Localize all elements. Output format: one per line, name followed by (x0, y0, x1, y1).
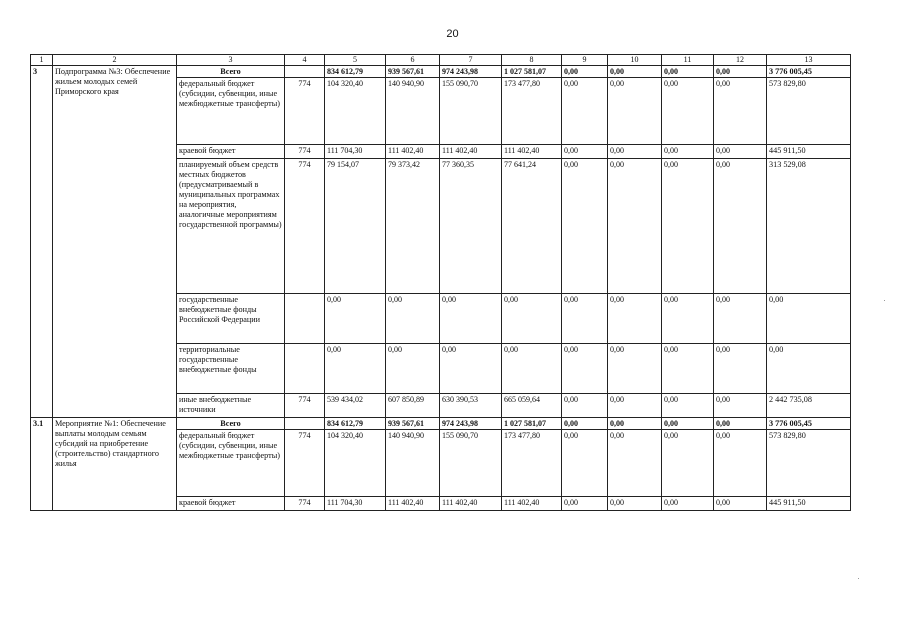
amount-cell: 2 442 735,08 (767, 394, 851, 418)
amount-cell: 0,00 (714, 145, 767, 159)
amount-cell: 0,00 (662, 159, 714, 294)
amount-cell: 0,00 (562, 78, 608, 145)
amount-cell: 0,00 (662, 344, 714, 394)
amount-cell: 0,00 (662, 78, 714, 145)
amount-cell: 0,00 (662, 430, 714, 497)
amount-cell: 111 402,40 (386, 497, 440, 511)
amount-cell: 0,00 (662, 145, 714, 159)
funding-source: Всего (177, 418, 285, 430)
amount-cell: 111 704,30 (325, 497, 386, 511)
item-number: 3 (31, 66, 53, 418)
amount-cell: 0,00 (662, 294, 714, 344)
column-number: 10 (608, 55, 662, 66)
amount-cell: 0,00 (714, 159, 767, 294)
amount-cell: 140 940,90 (386, 78, 440, 145)
amount-cell: 630 390,53 (440, 394, 502, 418)
funding-source: Всего (177, 66, 285, 78)
amount-cell: 0,00 (608, 344, 662, 394)
amount-cell: 974 243,98 (440, 418, 502, 430)
amount-cell: 445 911,50 (767, 497, 851, 511)
item-name: Подпрограмма №3: Обеспечение жильем молодых семей Приморского края (53, 66, 177, 418)
budget-code: 774 (285, 145, 325, 159)
amount-cell: 939 567,61 (386, 418, 440, 430)
amount-cell: 0,00 (502, 344, 562, 394)
funding-source: планируемый объем средств местных бюджетов (предусматриваемый в муниципальных программах на мероприятия, аналогичные мероприятиям государственной программы) (177, 159, 285, 294)
amount-cell: 0,00 (502, 294, 562, 344)
amount-cell: 0,00 (714, 294, 767, 344)
amount-cell: 0,00 (608, 145, 662, 159)
budget-code: 774 (285, 159, 325, 294)
amount-cell: 111 704,30 (325, 145, 386, 159)
amount-cell: 0,00 (562, 66, 608, 78)
column-number: 12 (714, 55, 767, 66)
amount-cell: 0,00 (662, 418, 714, 430)
amount-cell: 0,00 (662, 497, 714, 511)
funding-source: федеральный бюджет (субсидии, субвенции, иные межбюджетные трансферты) (177, 78, 285, 145)
amount-cell: 0,00 (608, 159, 662, 294)
funding-source: краевой бюджет (177, 497, 285, 511)
budget-code (285, 418, 325, 430)
amount-cell: 834 612,79 (325, 418, 386, 430)
amount-cell: 3 776 005,45 (767, 418, 851, 430)
amount-cell: 939 567,61 (386, 66, 440, 78)
column-number: 1 (31, 55, 53, 66)
amount-cell: 0,00 (714, 430, 767, 497)
amount-cell: 0,00 (662, 394, 714, 418)
budget-code (285, 344, 325, 394)
amount-cell: 0,00 (714, 66, 767, 78)
amount-cell: 111 402,40 (440, 497, 502, 511)
amount-cell: 104 320,40 (325, 78, 386, 145)
column-number: 8 (502, 55, 562, 66)
amount-cell: 79 154,07 (325, 159, 386, 294)
amount-cell: 155 090,70 (440, 78, 502, 145)
amount-cell: 111 402,40 (440, 145, 502, 159)
budget-code: 774 (285, 497, 325, 511)
amount-cell: 111 402,40 (502, 497, 562, 511)
amount-cell: 0,00 (325, 344, 386, 394)
amount-cell: 140 940,90 (386, 430, 440, 497)
amount-cell: 0,00 (386, 294, 440, 344)
budget-code: 774 (285, 430, 325, 497)
item-name: Мероприятие №1: Обеспечение выплаты молодым семьям субсидий на приобретение (строительство) стандартного жилья (53, 418, 177, 511)
amount-cell: 834 612,79 (325, 66, 386, 78)
amount-cell: 0,00 (714, 344, 767, 394)
amount-cell: 0,00 (608, 418, 662, 430)
funding-source: территориальные государственные внебюджетные фонды (177, 344, 285, 394)
column-number: 13 (767, 55, 851, 66)
amount-cell: 0,00 (562, 497, 608, 511)
budget-code (285, 66, 325, 78)
column-number: 5 (325, 55, 386, 66)
amount-cell: 111 402,40 (386, 145, 440, 159)
amount-cell: 173 477,80 (502, 78, 562, 145)
amount-cell: 0,00 (608, 66, 662, 78)
amount-cell: 0,00 (386, 344, 440, 394)
budget-code (285, 294, 325, 344)
budget-code: 774 (285, 394, 325, 418)
amount-cell: 173 477,80 (502, 430, 562, 497)
amount-cell: 0,00 (767, 344, 851, 394)
amount-cell: 445 911,50 (767, 145, 851, 159)
amount-cell: 573 829,80 (767, 78, 851, 145)
header-row (31, 55, 851, 66)
funding-source: государственные внебюджетные фонды Российской Федерации (177, 294, 285, 344)
column-number: 3 (177, 55, 285, 66)
amount-cell: 111 402,40 (502, 145, 562, 159)
amount-cell: 0,00 (440, 344, 502, 394)
amount-cell: 155 090,70 (440, 430, 502, 497)
amount-cell: 0,00 (608, 430, 662, 497)
column-number: 6 (386, 55, 440, 66)
amount-cell: 0,00 (767, 294, 851, 344)
amount-cell: 0,00 (714, 78, 767, 145)
amount-cell: 0,00 (714, 497, 767, 511)
funding-source: федеральный бюджет (субсидии, субвенции, иные межбюджетные трансферты) (177, 430, 285, 497)
amount-cell: 0,00 (562, 159, 608, 294)
funding-source: иные внебюджетные источники (177, 394, 285, 418)
item-number: 3.1 (31, 418, 53, 511)
amount-cell: 0,00 (608, 78, 662, 145)
amount-cell: 0,00 (714, 394, 767, 418)
amount-cell: 0,00 (325, 294, 386, 344)
amount-cell: 0,00 (562, 430, 608, 497)
amount-cell: 0,00 (608, 394, 662, 418)
amount-cell: 607 850,89 (386, 394, 440, 418)
column-number: 2 (53, 55, 177, 66)
page-number: 20 (446, 28, 459, 40)
amount-cell: 0,00 (562, 145, 608, 159)
amount-cell: 77 360,35 (440, 159, 502, 294)
column-number: 9 (562, 55, 608, 66)
column-number: 11 (662, 55, 714, 66)
amount-cell: 0,00 (608, 294, 662, 344)
amount-cell: 3 776 005,45 (767, 66, 851, 78)
amount-cell: 0,00 (562, 344, 608, 394)
funding-source: краевой бюджет (177, 145, 285, 159)
amount-cell: 0,00 (562, 394, 608, 418)
column-number: 4 (285, 55, 325, 66)
column-number: 7 (440, 55, 502, 66)
amount-cell: 313 529,08 (767, 159, 851, 294)
amount-cell: 0,00 (714, 418, 767, 430)
amount-cell: 0,00 (562, 418, 608, 430)
amount-cell: 0,00 (562, 294, 608, 344)
budget-table (30, 54, 851, 511)
amount-cell: 104 320,40 (325, 430, 386, 497)
amount-cell: 79 373,42 (386, 159, 440, 294)
amount-cell: 0,00 (662, 66, 714, 78)
table-row (31, 66, 851, 78)
amount-cell: 1 027 581,07 (502, 418, 562, 430)
amount-cell: 1 027 581,07 (502, 66, 562, 78)
amount-cell: 974 243,98 (440, 66, 502, 78)
amount-cell: 573 829,80 (767, 430, 851, 497)
amount-cell: 77 641,24 (502, 159, 562, 294)
amount-cell: 539 434,02 (325, 394, 386, 418)
amount-cell: 665 059,64 (502, 394, 562, 418)
amount-cell: 0,00 (440, 294, 502, 344)
table-row (31, 418, 851, 430)
budget-code: 774 (285, 78, 325, 145)
amount-cell: 0,00 (608, 497, 662, 511)
